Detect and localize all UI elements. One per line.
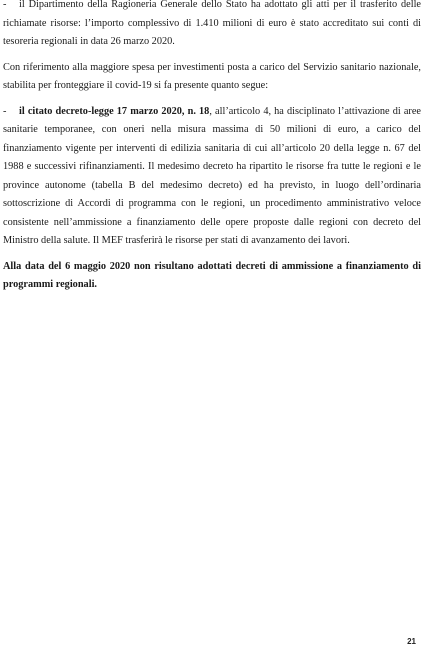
page-number: 21 [407, 637, 416, 646]
paragraph-text: Con riferimento alla maggiore spesa per investimenti posta a carico del Servizio sanitario nazionale, stabilita per fronteggiare il covid-19 si fa presente quanto segue: [3, 61, 421, 91]
document-body [3, 0, 421, 302]
paragraph-bold-text: Alla data del 6 maggio 2020 non risultano adottati decreti di ammissione a finanziamento di programmi regionali. [3, 260, 421, 290]
paragraph-conclusion [3, 258, 421, 295]
paragraph-text: il Dipartimento della Ragioneria Generale dello Stato ha adottato gli atti per il trasferito delle richiamate risorse: l’importo complessivo di 1.410 milioni di euro è stato accreditato sui conti di tesoreria regionali in data 26 marzo 2020. [3, 0, 421, 47]
bullet-marker: - [3, 105, 7, 117]
paragraph-ragioneria-transfer [3, 0, 421, 52]
bullet-marker: - [3, 0, 7, 10]
paragraph-investment-spending [3, 59, 421, 96]
paragraph-text: , all’articolo 4, ha disciplinato l’attivazione di aree sanitarie temporanee, con oneri nella misura massima di 50 milioni di euro, a carico del finanziamento vigente per interventi di edilizia sanitaria di cui all’articolo 20 della legge n. 67 del 1988 e successivi rifinanziamenti. Il medesimo decreto ha ripartito le risorse fra tutte le regioni e le province autonome (tabella B del medesimo decreto) ed ha previsto, in luogo dell’ordinaria sottoscrizione di Accordi di programma con le regioni, un procedimento amministrativo veloce consistente nell’ammissione a finanziamento delle opere proposte dalle regioni con decreto del Ministro della salute. Il MEF trasferirà le risorse per stati di avanzamento dei lavori. [3, 105, 422, 246]
paragraph-decree-law [3, 103, 421, 251]
decree-reference: il citato decreto-legge 17 marzo 2020, n. 18 [19, 105, 210, 117]
